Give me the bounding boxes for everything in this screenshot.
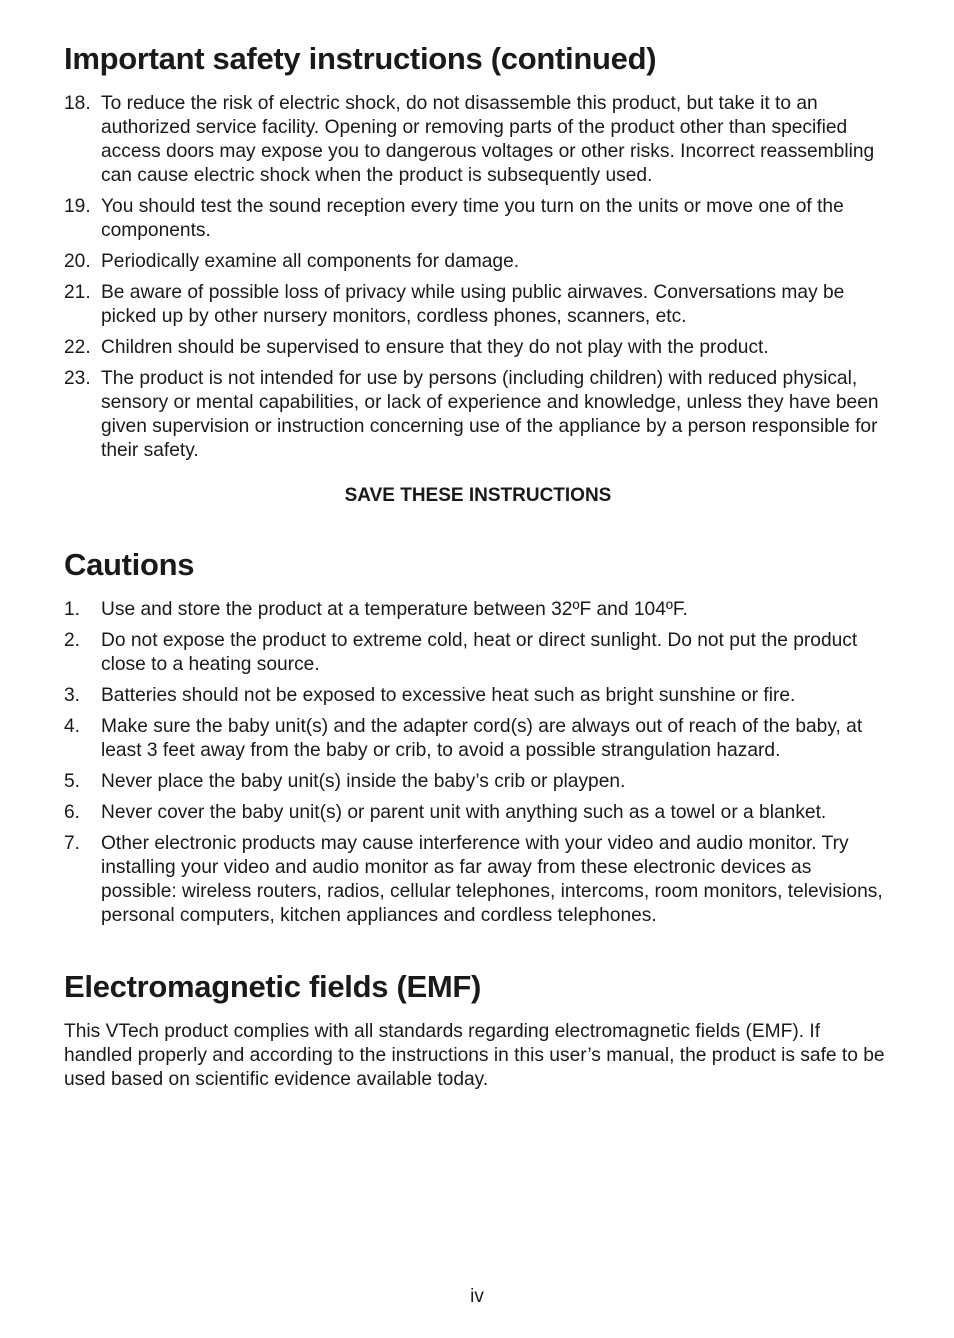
item-number: 1.	[64, 599, 81, 620]
item-text: Use and store the product at a temperature between 32ºF and 104ºF.	[101, 599, 688, 620]
list-item	[64, 770, 892, 794]
item-text: To reduce the risk of electric shock, do not disassemble this product, but take it to an authorized service facility. Opening or removing parts of the product other than specified access doors may expose you to dangerous voltages or other risks. Incorrect reassembling can cause electric shock when the product is subsequently used.	[101, 93, 875, 186]
item-text: Do not expose the product to extreme cold, heat or direct sunlight. Do not put the product close to a heating source.	[101, 630, 858, 675]
item-number: 22.	[64, 337, 91, 358]
list-item	[64, 195, 892, 243]
list-item	[64, 281, 892, 329]
list-item	[64, 336, 892, 360]
list-item	[64, 715, 892, 763]
item-text: Other electronic products may cause interference with your video and audio monitor. Try installing your video and audio monitor as far away from these electronic devices as possible: wireless routers, radios, cellular telephones, intercoms, room monitors, televisions, personal computers, kitchen appliances and cordless telephones.	[101, 833, 883, 926]
item-number: 20.	[64, 251, 91, 272]
list-item	[64, 598, 892, 622]
list-item	[64, 367, 892, 463]
page-number: iv	[470, 1286, 484, 1307]
list-item	[64, 92, 892, 188]
emf-heading: Electromagnetic fields (EMF)	[64, 969, 482, 1004]
item-number: 21.	[64, 282, 91, 303]
item-number: 19.	[64, 196, 91, 217]
safety-list	[64, 92, 892, 463]
item-text: Children should be supervised to ensure that they do not play with the product.	[101, 337, 769, 358]
safety-heading: Important safety instructions (continued)	[64, 41, 657, 76]
item-text: Be aware of possible loss of privacy while using public airwaves. Conversations may be picked up by other nursery monitors, cordless phones, scanners, etc.	[101, 282, 845, 327]
item-number: 4.	[64, 716, 81, 737]
item-number: 18.	[64, 93, 91, 114]
item-text: Never place the baby unit(s) inside the baby’s crib or playpen.	[101, 771, 626, 792]
list-item	[64, 684, 892, 708]
item-text: The product is not intended for use by persons (including children) with reduced physical, sensory or mental capabilities, or lack of experience and knowledge, unless they have been given supervision or instruction concerning use of the appliance by a person responsible for their safety.	[101, 368, 879, 461]
item-text: You should test the sound reception every time you turn on the units or move one of the components.	[101, 196, 844, 241]
cautions-heading: Cautions	[64, 547, 195, 582]
list-item	[64, 250, 892, 274]
item-number: 3.	[64, 685, 81, 706]
item-number: 2.	[64, 630, 81, 651]
item-number: 23.	[64, 368, 91, 389]
emf-paragraph: This VTech product complies with all standards regarding electromagnetic fields (EMF). If handled properly and according to the instructions in this user’s manual, the product is safe to be used based on scientific evidence available today.	[64, 1021, 885, 1090]
cautions-list	[64, 598, 892, 928]
item-number: 6.	[64, 802, 81, 823]
item-number: 7.	[64, 833, 81, 854]
manual-page	[64, 40, 892, 1092]
item-number: 5.	[64, 771, 81, 792]
item-text: Make sure the baby unit(s) and the adapter cord(s) are always out of reach of the baby, at least 3 feet away from the baby or crib, to avoid a possible strangulation hazard.	[101, 716, 863, 761]
save-instructions-label: SAVE THESE INSTRUCTIONS	[344, 485, 612, 506]
item-text: Periodically examine all components for damage.	[101, 251, 520, 272]
item-text: Never cover the baby unit(s) or parent unit with anything such as a towel or a blanket.	[101, 802, 827, 823]
list-item	[64, 832, 892, 928]
list-item	[64, 629, 892, 677]
item-text: Batteries should not be exposed to excessive heat such as bright sunshine or fire.	[101, 685, 796, 706]
list-item	[64, 801, 892, 825]
